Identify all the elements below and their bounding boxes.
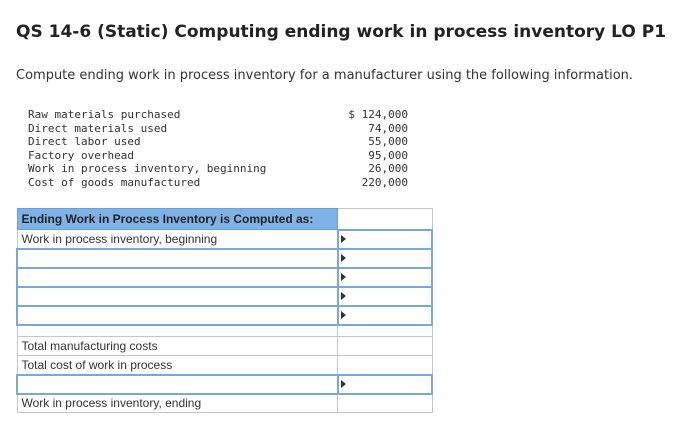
data-label: Factory overhead [28,148,134,162]
data-label: Raw materials purchased [28,108,181,121]
data-label: Direct labor used [28,135,141,149]
data-value: 26,000 [368,162,408,176]
data-value: 220,000 [361,175,408,189]
label-select-cell[interactable] [17,375,338,394]
amount-input[interactable] [339,269,431,286]
amount-cell [338,394,432,413]
data-row-direct-labor [28,135,408,149]
amount-input[interactable] [339,231,431,248]
amount-input[interactable] [339,307,431,324]
amount-input-cell[interactable] [338,268,432,287]
row-label: Work in process inventory, beginning [17,230,338,249]
amount-input[interactable] [339,288,431,305]
row-label: Total cost of work in process [17,356,338,375]
amount-input-cell[interactable] [338,306,432,325]
label-select[interactable] [22,307,333,324]
row-label: Work in process inventory, ending [17,394,338,413]
label-select-cell[interactable] [17,268,338,287]
row-total-cost-wip [17,356,432,375]
data-row-raw-materials [28,108,408,122]
spacer-row [17,325,432,337]
caret-icon [341,254,346,262]
header-blank-cell [338,209,432,230]
data-value: 55,000 [368,135,408,149]
label-select[interactable] [22,376,333,393]
worksheet-header: Ending Work in Process Inventory is Computed as: [17,209,338,230]
amount-input[interactable] [339,250,431,267]
caret-icon [341,380,346,388]
label-select-cell[interactable] [17,249,338,268]
row-addend-4 [17,306,432,325]
data-row-cogm [28,176,408,190]
amount-input-cell[interactable] [338,287,432,306]
label-select-cell[interactable] [17,287,338,306]
data-value: $ 124,000 [348,108,408,121]
row-wip-beginning [17,230,432,249]
caret-icon [341,292,346,300]
amount-cell [338,337,432,356]
label-select[interactable] [22,250,333,267]
row-addend-1 [17,249,432,268]
data-value: 74,000 [368,121,408,135]
data-row-direct-materials [28,122,408,136]
data-value: 95,000 [368,148,408,162]
data-label: Cost of goods manufactured [28,175,201,189]
label-select-cell[interactable] [17,306,338,325]
amount-cell [338,356,432,375]
caret-icon [341,311,346,319]
data-label: Work in process inventory, beginning [28,162,267,176]
amount-input-cell[interactable] [338,249,432,268]
instructions-text: Compute ending work in process inventory for a manufacturer using the following information. [16,68,634,83]
row-addend-2 [17,268,432,287]
worksheet-header-row [17,209,432,230]
amount-input-cell[interactable] [338,375,432,394]
caret-icon [341,235,346,243]
given-data-list [28,108,408,190]
caret-icon [341,273,346,281]
row-less [17,375,432,394]
data-label: Direct materials used [28,121,168,135]
row-total-manufacturing [17,337,432,356]
page-title: QS 14-6 (Static) Computing ending work in process inventory LO P1 [16,22,667,42]
row-wip-ending [17,394,432,413]
amount-input-cell[interactable] [338,230,432,249]
worksheet-table [16,208,433,413]
data-row-wip-beginning [28,162,408,176]
data-row-factory-overhead [28,149,408,163]
label-select[interactable] [22,288,333,305]
label-select[interactable] [22,269,333,286]
row-addend-3 [17,287,432,306]
row-label: Total manufacturing costs [17,337,338,356]
amount-input[interactable] [339,376,431,393]
